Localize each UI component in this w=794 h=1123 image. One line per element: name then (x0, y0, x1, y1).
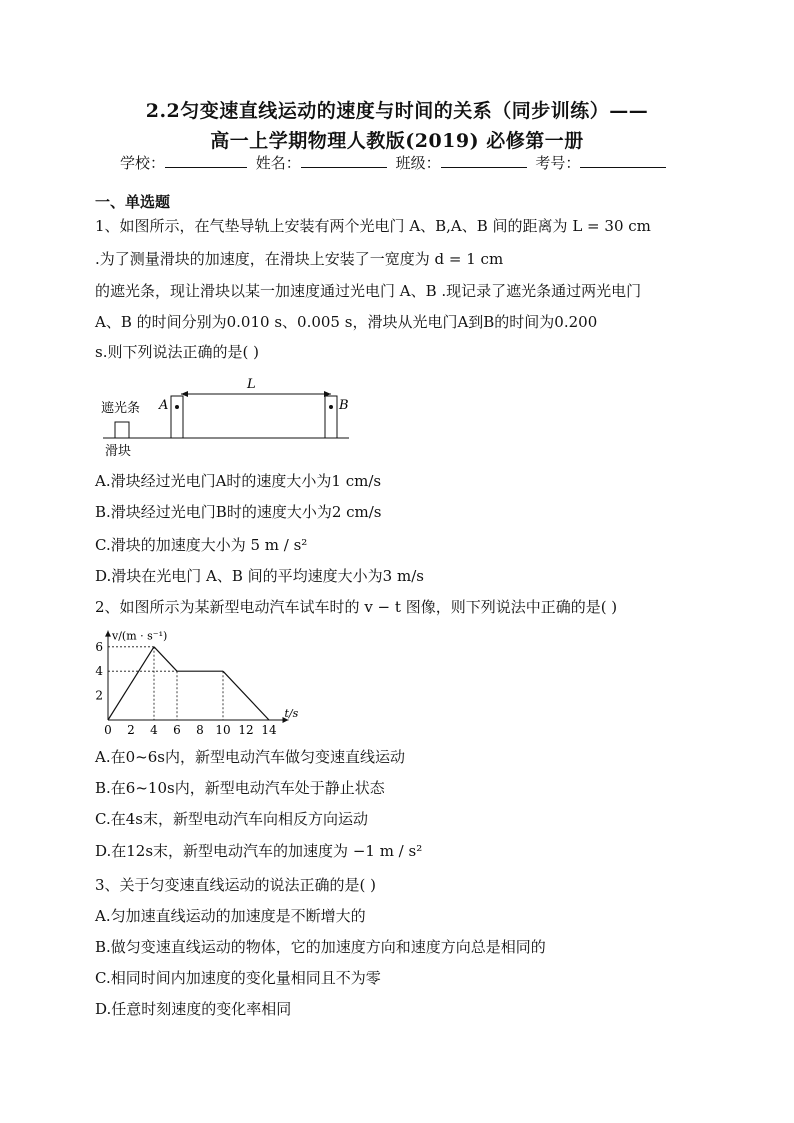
q2-option-d[interactable]: D.在12s末，新型电动汽车的加速度为 −1 m / s² (95, 842, 423, 860)
q3-option-b[interactable]: B.做匀变速直线运动的物体，它的加速度方向和速度方向总是相同的 (95, 938, 546, 956)
x-tick-label: 8 (196, 723, 204, 737)
label-block: 滑块 (105, 444, 132, 459)
x-tick-label: 12 (238, 723, 254, 737)
x-tick-label: 4 (150, 723, 158, 737)
label-B: B (339, 398, 349, 413)
page-title-line2: 高一上学期物理人教版(2019) 必修第一册 (210, 130, 584, 152)
q1-option-b[interactable]: B.滑块经过光电门B时的速度大小为2 cm/s (95, 503, 382, 521)
name-label: 姓名： (255, 154, 301, 172)
q2-stem: 2、如图所示为某新型电动汽车试车时的 v − t 图像，则下列说法中正确的是( ) (95, 598, 618, 616)
air-track-figure (95, 372, 355, 462)
student-info-row (120, 152, 680, 173)
x-axis-label: t/s (284, 707, 299, 720)
x-tick-label: 6 (173, 723, 181, 737)
q1-option-d[interactable]: D.滑块在光电门 A、B 间的平均速度大小为3 m/s (95, 567, 424, 585)
photogate-a-sensor-icon (175, 405, 179, 409)
number-label: 考号： (535, 154, 581, 172)
q1-stem-line1: 1、如图所示，在气垫导轨上安装有两个光电门 A、B,A、B 间的距离为 L = 30 cm (95, 217, 651, 235)
label-A: A (159, 398, 169, 413)
series-segment (154, 647, 177, 671)
school-blank[interactable] (165, 153, 247, 168)
page-title-line1: 2.2匀变速直线运动的速度与时间的关系（同步训练）—— (145, 100, 649, 122)
series-segment (223, 671, 269, 720)
series-segment (108, 647, 154, 720)
q1-stem-line4: A、B 的时间分别为0.010 s、0.005 s，滑块从光电门A到B的时间为0.200 (95, 313, 598, 331)
q2-option-c[interactable]: C.在4s末，新型电动汽车向相反方向运动 (95, 810, 368, 828)
x-tick-label: 2 (127, 723, 135, 737)
q1-option-a[interactable]: A.滑块经过光电门A时的速度大小为1 cm/s (95, 472, 382, 490)
x-tick-label: 10 (215, 723, 231, 737)
y-tick-label: 6 (95, 639, 103, 654)
q3-option-a[interactable]: A.匀加速直线运动的加速度是不断增大的 (95, 907, 366, 925)
label-L: L (247, 377, 256, 392)
section-title-single-choice: 一、单选题 (95, 193, 171, 211)
photogate-b (325, 396, 337, 438)
x-tick-label: 14 (261, 723, 277, 737)
q3-stem: 3、关于匀变速直线运动的说法正确的是( ) (95, 876, 377, 894)
y-tick-label: 4 (95, 664, 103, 679)
q2-option-a[interactable]: A.在0~6s内，新型电动汽车做匀变速直线运动 (95, 748, 405, 766)
class-label: 班级： (395, 154, 441, 172)
school-label: 学校： (120, 154, 166, 172)
q1-stem-line5: s.则下列说法正确的是( ) (95, 343, 259, 361)
label-strip: 遮光条 (101, 401, 141, 416)
q1-stem-line2: .为了测量滑块的加速度，在滑块上安装了一宽度为 d = 1 cm (95, 250, 504, 268)
class-blank[interactable] (441, 153, 527, 168)
vt-chart (92, 622, 322, 740)
q2-option-b[interactable]: B.在6~10s内，新型电动汽车处于静止状态 (95, 779, 385, 797)
q1-option-c[interactable]: C.滑块的加速度大小为 5 m / s² (95, 536, 308, 554)
photogate-a (171, 396, 183, 438)
photogate-b-sensor-icon (329, 405, 333, 409)
q3-option-c[interactable]: C.相同时间内加速度的变化量相同且不为零 (95, 969, 381, 987)
name-blank[interactable] (301, 153, 387, 168)
number-blank[interactable] (580, 153, 666, 168)
y-tick-label: 2 (95, 688, 103, 703)
q3-option-d[interactable]: D.任意时刻速度的变化率相同 (95, 1000, 292, 1018)
q1-stem-line3: 的遮光条，现让滑块以某一加速度通过光电门 A、B .现记录了遮光条通过两光电门 (95, 282, 642, 300)
x-tick-label: 0 (104, 723, 112, 737)
y-axis-label: v/(m · s⁻¹) (112, 629, 168, 643)
y-axis-arrow-icon (105, 631, 111, 637)
slider-block (115, 422, 129, 438)
